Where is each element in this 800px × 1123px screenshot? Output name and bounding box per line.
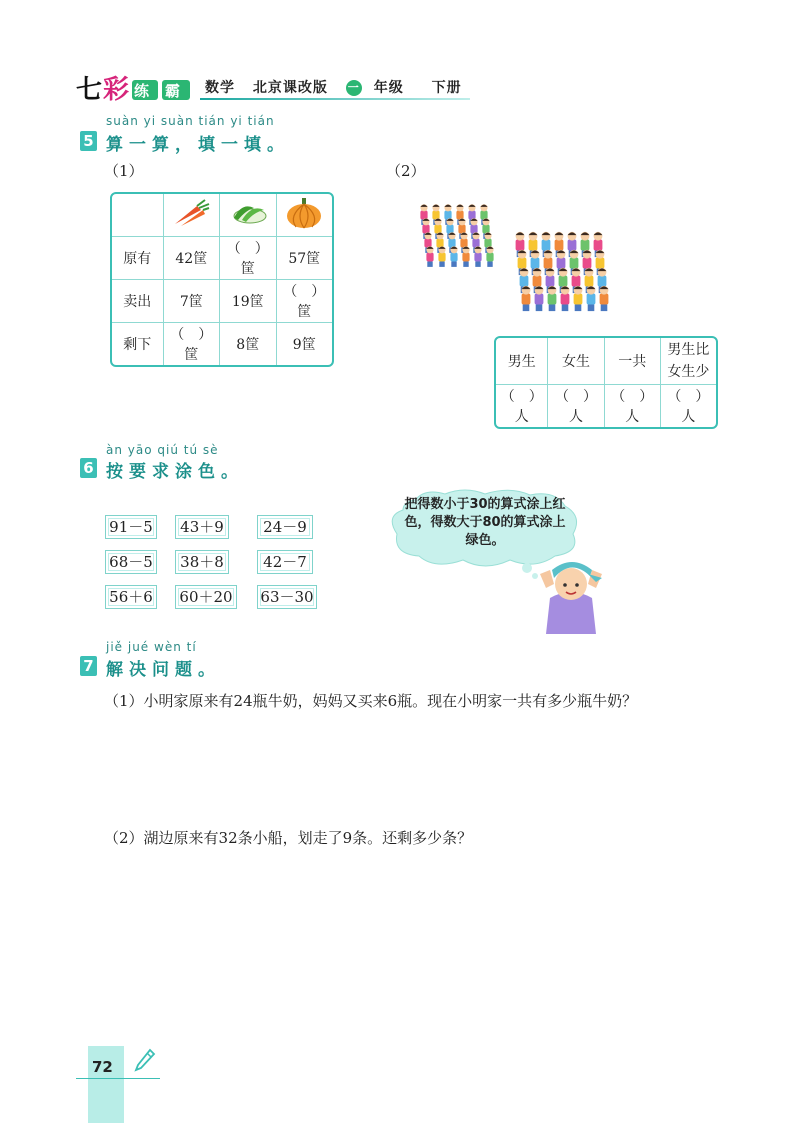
header-title	[205, 77, 474, 97]
header-divider	[200, 98, 470, 100]
students-table	[494, 336, 718, 429]
student-figure	[426, 246, 433, 267]
brand-logo	[76, 74, 194, 104]
edition: 北京课改版	[252, 80, 328, 96]
question-2: （2）湖边原来有32条小船，划走了9条。还剩多少条？	[104, 829, 473, 847]
header-difference: 男生比女生少	[661, 338, 716, 385]
vegetable-table	[110, 192, 334, 367]
question-1: （1）小明家原来有24瓶牛奶，妈妈又买来6瓶。现在小明家一共有多少瓶牛奶？	[104, 692, 638, 710]
volume: 下册	[431, 80, 462, 96]
expression-box[interactable]: 24－9	[257, 515, 313, 539]
student-figure	[438, 246, 445, 267]
boy-illustration	[536, 558, 606, 636]
part2-label: （2）	[386, 162, 426, 180]
section7-number: 7	[80, 656, 97, 676]
expression-box[interactable]: 42－7	[257, 550, 313, 574]
expression-box[interactable]: 56＋6	[105, 585, 157, 609]
expression-box[interactable]: 43＋9	[175, 515, 229, 539]
section5-pinyin: suàn yi suàn tián yi tián	[106, 114, 275, 128]
part1-label: （1）	[104, 162, 144, 180]
student-figure	[486, 246, 493, 267]
svg-text:彩: 彩	[103, 75, 130, 104]
answer-cell[interactable]: （ ）筐	[164, 323, 220, 365]
greens-icon	[220, 194, 276, 237]
table-cell: 7筐	[164, 280, 220, 323]
table-cell: 42筐	[164, 237, 220, 280]
row-label: 卖出	[112, 280, 164, 323]
bubble-text: 把得数小于30的算式涂上红色，得数大于80的算式涂上绿色。	[404, 497, 566, 548]
expression-box[interactable]: 68－5	[105, 550, 157, 574]
section5-title: 算一算，填一填。	[106, 135, 290, 155]
expression-box[interactable]: 91－5	[105, 515, 157, 539]
answer-cell[interactable]: （ ）人	[667, 389, 710, 425]
section6-title: 按要求涂色。	[106, 462, 244, 482]
svg-text:霸: 霸	[165, 82, 181, 100]
corner-cell	[112, 194, 164, 237]
header-boys: 男生	[496, 338, 548, 385]
table-cell: 57筐	[277, 237, 333, 280]
section6-pinyin: àn yāo qiú tú sè	[106, 443, 219, 457]
table-cell: 19筐	[220, 280, 276, 323]
section6-number: 6	[80, 458, 97, 478]
student-figure	[587, 286, 596, 311]
subject: 数学	[205, 80, 235, 96]
students-group-illustration	[410, 200, 620, 330]
student-figure	[522, 286, 531, 311]
answer-cell[interactable]: （ ）人	[605, 385, 661, 427]
carrot-icon	[164, 194, 220, 237]
page-number: 72	[92, 1058, 113, 1076]
row-label: 原有	[112, 237, 164, 280]
pumpkin-icon	[277, 194, 333, 237]
answer-cell[interactable]: （ ）筐	[277, 280, 333, 323]
table-cell: 8筐	[220, 323, 276, 365]
svg-text:七: 七	[76, 75, 103, 104]
student-figure	[548, 286, 557, 311]
section7-title: 解决问题。	[106, 660, 221, 680]
header-girls: 女生	[548, 338, 604, 385]
row-label: 剩下	[112, 323, 164, 365]
section5-number: 5	[80, 131, 97, 151]
grade: 年级	[373, 80, 404, 96]
student-figure	[561, 286, 570, 311]
student-figure	[600, 286, 609, 311]
student-figure	[462, 246, 469, 267]
footer-line	[76, 1078, 160, 1079]
pencil-icon	[134, 1048, 156, 1074]
table-cell: 9筐	[292, 337, 316, 353]
expression-box[interactable]: 60＋20	[175, 585, 237, 609]
section7-pinyin: jiě jué wèn tí	[106, 640, 197, 654]
grade-mark: 一	[347, 81, 360, 94]
student-figure	[574, 286, 583, 311]
expression-box[interactable]: 38＋8	[175, 550, 229, 574]
header-total: 一共	[605, 338, 661, 385]
answer-cell[interactable]: （ ）人	[496, 385, 548, 427]
answer-cell[interactable]: （ ）筐	[220, 237, 276, 280]
expression-box[interactable]: 63－30	[257, 585, 317, 609]
svg-text:练: 练	[134, 82, 150, 100]
answer-cell[interactable]: （ ）人	[548, 385, 604, 427]
student-figure	[450, 246, 457, 267]
student-figure	[535, 286, 544, 311]
student-figure	[474, 246, 481, 267]
